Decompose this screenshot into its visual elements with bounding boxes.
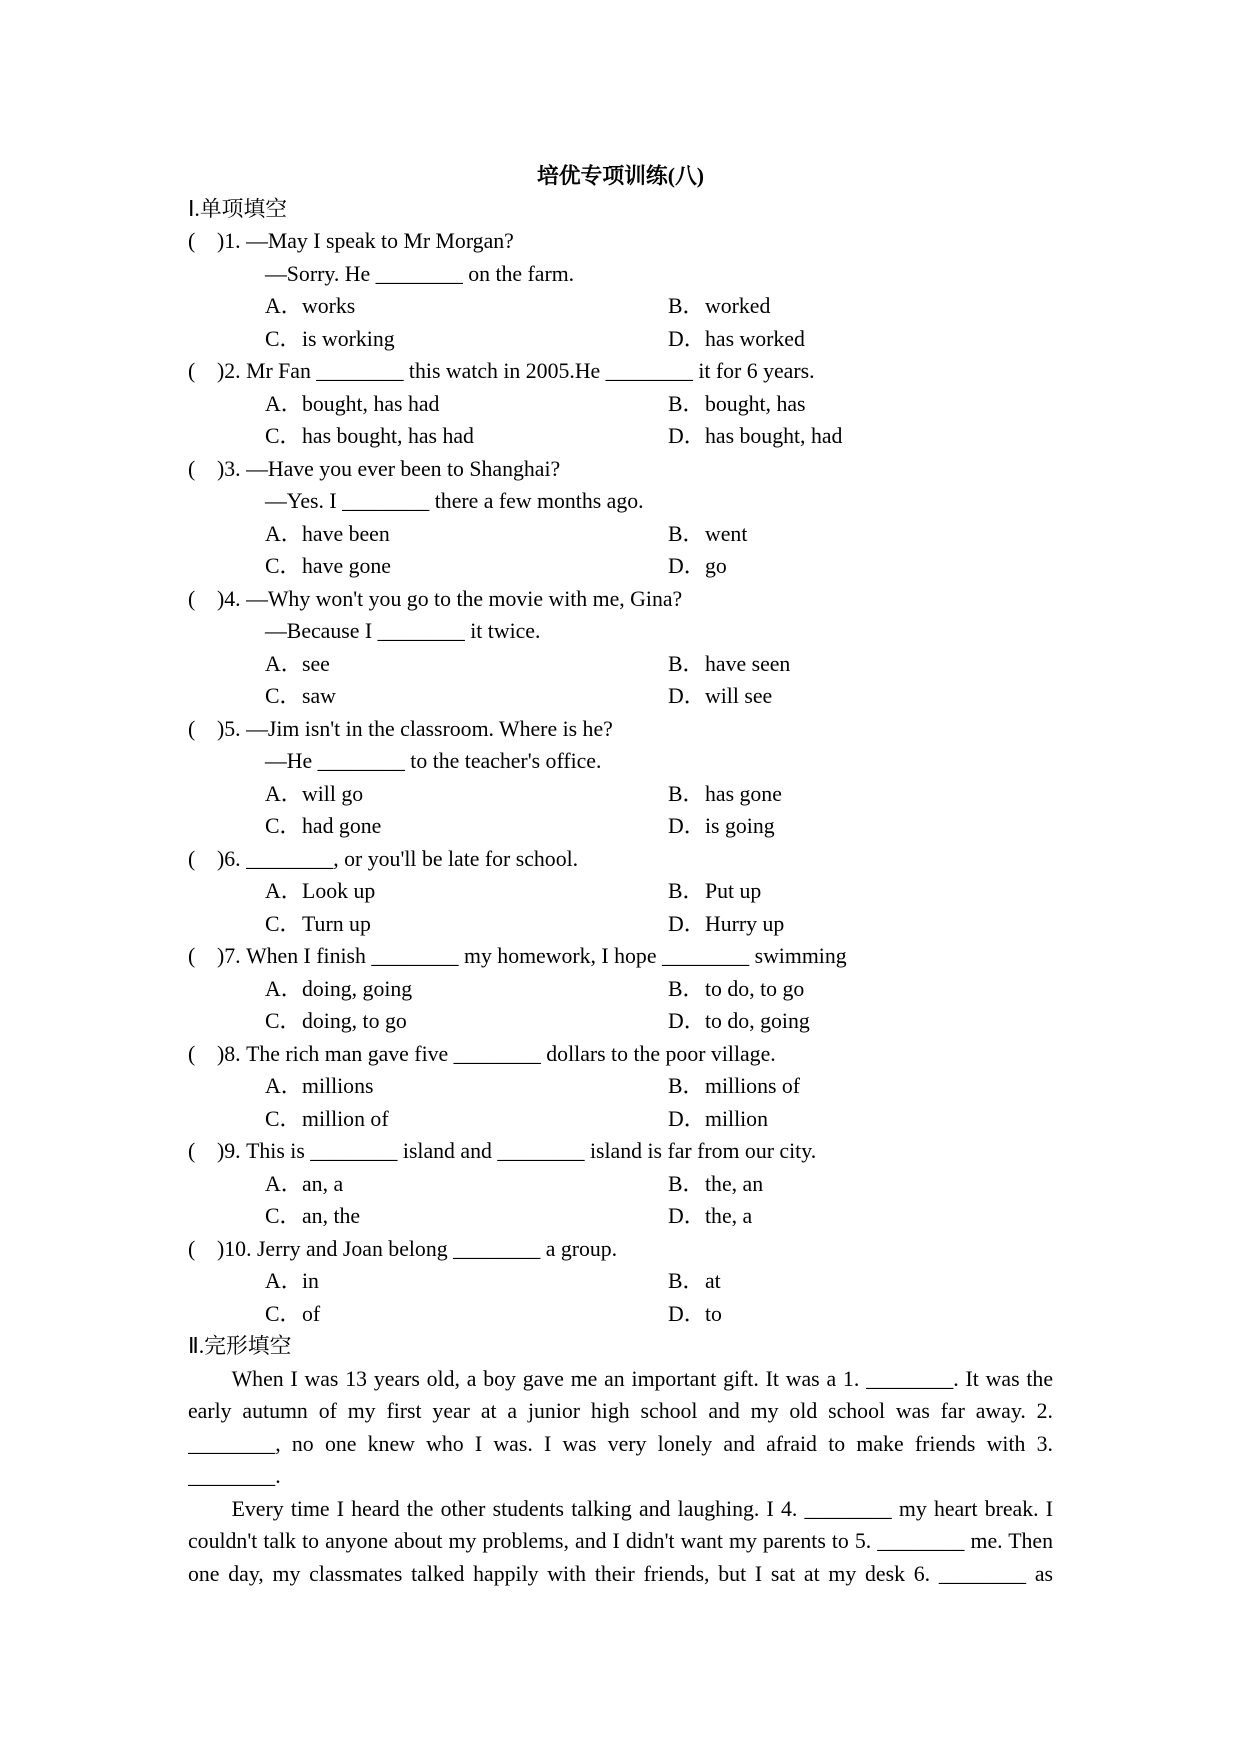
option-b [668, 518, 747, 551]
option-letter: D． [668, 1009, 706, 1033]
option-text: doing, going [302, 976, 413, 1001]
option-b [668, 1168, 763, 1201]
question-stem: —Why won't you go to the movie with me, Gina? [246, 586, 683, 611]
option-letter: C． [265, 1204, 302, 1228]
option-letter: C． [265, 1009, 302, 1033]
answer-bracket-close: ) [217, 1236, 225, 1261]
paragraph-line: Every time I heard the other students talking and laughing. I 4. ________ my heart break. I [231, 1496, 1053, 1521]
option-letter: B． [668, 1171, 705, 1196]
paragraph-line: ________. [188, 1464, 281, 1488]
option-row [188, 290, 1053, 323]
option-letter: B． [668, 294, 705, 318]
option-d [668, 1200, 752, 1233]
option-text: had gone [302, 814, 382, 838]
option-text: to do, going [705, 1009, 810, 1033]
option-letter: A． [265, 879, 303, 903]
option-letter: B． [668, 879, 705, 903]
option-row [188, 778, 1053, 811]
option-letter: A． [265, 781, 303, 806]
option-row [188, 680, 1053, 713]
option-text: an, a [302, 1171, 344, 1196]
question-5 [188, 713, 1053, 843]
option-letter: A． [265, 1171, 303, 1196]
option-a [265, 1070, 373, 1103]
option-text: go [705, 554, 727, 578]
option-d [668, 1005, 810, 1038]
question-number: 7. [224, 944, 241, 968]
option-text: in [302, 1269, 319, 1293]
option-row [188, 1200, 1053, 1233]
option-text: has worked [705, 326, 805, 351]
answer-bracket-close: ) [217, 1139, 225, 1163]
option-c [265, 420, 474, 453]
question-stem-line [188, 940, 1053, 973]
question-10 [188, 1233, 1053, 1331]
answer-bracket-close: ) [217, 846, 225, 871]
question-number: 4. [224, 586, 241, 611]
option-letter: B． [668, 651, 705, 676]
option-text: saw [302, 684, 336, 708]
option-letter: B． [668, 976, 705, 1001]
option-text: is going [705, 814, 775, 838]
option-text: to [705, 1301, 722, 1326]
option-a [265, 778, 363, 811]
question-8 [188, 1038, 1053, 1136]
answer-bracket-open: ( [188, 456, 196, 481]
option-d [668, 550, 727, 583]
option-b [668, 290, 770, 323]
option-row [188, 648, 1053, 681]
option-letter: D． [668, 911, 706, 936]
option-c [265, 1005, 407, 1038]
question-stem-line [188, 225, 1053, 258]
option-text: have seen [705, 651, 791, 676]
question-stem-line [188, 1135, 1053, 1168]
option-letter: A． [265, 1269, 303, 1293]
option-row [188, 550, 1053, 583]
question-3 [188, 453, 1053, 583]
option-letter: C． [265, 911, 302, 936]
option-letter: A． [265, 391, 303, 416]
option-letter: D． [668, 814, 706, 838]
option-row [188, 1005, 1053, 1038]
option-a [265, 388, 439, 421]
option-letter: B． [668, 1074, 705, 1098]
question-6 [188, 843, 1053, 941]
question-stem-line [188, 843, 1053, 876]
question-reply: —Because I ________ it twice. [265, 619, 541, 643]
option-a [265, 1168, 343, 1201]
question-stem: The rich man gave five ________ dollars to the poor village. [246, 1041, 776, 1066]
option-a [265, 875, 375, 908]
option-c [265, 1103, 389, 1136]
paragraph-line: ________, no one knew who I was. I was very lonely and afraid to make friends with 3. [188, 1431, 1053, 1456]
question-stem-line [188, 1038, 1053, 1071]
answer-bracket-open: ( [188, 359, 196, 383]
cloze-paragraph-1 [188, 1363, 1053, 1493]
question-1 [188, 225, 1053, 355]
option-letter: D． [668, 1301, 706, 1326]
option-c [265, 680, 336, 713]
option-letter: D． [668, 1106, 706, 1131]
option-text: went [705, 521, 748, 546]
option-letter: B． [668, 781, 705, 806]
question-stem-line [188, 713, 1053, 746]
option-letter: D． [668, 684, 706, 708]
option-c [265, 323, 395, 356]
option-letter: C． [265, 1301, 302, 1326]
question-number: 6. [224, 846, 241, 871]
option-a [265, 648, 330, 681]
question-stem: Mr Fan ________ this watch in 2005.He ________ it for 6 years. [246, 359, 815, 383]
answer-bracket-close: ) [217, 716, 225, 741]
option-b [668, 1265, 721, 1298]
option-letter: C． [265, 554, 302, 578]
paragraph-line: one day, my classmates talked happily with their friends, but I sat at my desk 6. ________ as [188, 1561, 1053, 1586]
paragraph-line: When I was 13 years old, a boy gave me an important gift. It was a 1. ________. It was the [231, 1366, 1053, 1391]
question-stem: —Jim isn't in the classroom. Where is he? [246, 716, 613, 741]
option-text: has bought, has had [302, 424, 474, 448]
answer-bracket-close: ) [217, 586, 225, 611]
answer-bracket-open: ( [188, 846, 196, 871]
paragraph-line: early autumn of my first year at a junior high school and my old school was far away. 2. [188, 1399, 1053, 1423]
answer-bracket-close: ) [217, 944, 225, 968]
option-letter: A． [265, 651, 303, 676]
option-text: Hurry up [705, 911, 785, 936]
cloze-paragraph-2 [188, 1493, 1053, 1591]
question-number: 1. [224, 229, 241, 253]
option-text: see [302, 651, 330, 676]
answer-bracket-close: ) [217, 359, 225, 383]
question-reply: —Yes. I ________ there a few months ago. [265, 489, 644, 513]
option-b [668, 648, 790, 681]
option-text: Look up [302, 879, 376, 903]
option-row [188, 388, 1053, 421]
option-c [265, 1298, 320, 1331]
option-b [668, 973, 804, 1006]
question-number: 9. [224, 1139, 241, 1163]
option-text: millions of [705, 1074, 801, 1098]
option-row [188, 1070, 1053, 1103]
option-b [668, 875, 761, 908]
option-text: million of [302, 1106, 389, 1131]
question-number: 2. [224, 359, 241, 383]
option-row [188, 323, 1053, 356]
option-row [188, 1298, 1053, 1331]
option-letter: A． [265, 976, 303, 1001]
answer-bracket-close: ) [217, 1041, 225, 1066]
option-c [265, 810, 381, 843]
option-letter: B． [668, 521, 705, 546]
option-a [265, 290, 355, 323]
option-text: Put up [705, 879, 762, 903]
option-d [668, 908, 784, 941]
question-reply: —He ________ to the teacher's office. [265, 749, 602, 773]
option-b [668, 1070, 800, 1103]
option-c [265, 908, 371, 941]
option-b [668, 778, 782, 811]
option-letter: C． [265, 684, 302, 708]
option-letter: A． [265, 1074, 303, 1098]
option-text: is working [302, 326, 395, 351]
question-stem-line [188, 355, 1053, 388]
option-letter: D． [668, 554, 706, 578]
question-stem-line [188, 583, 1053, 616]
answer-bracket-open: ( [188, 229, 196, 253]
question-stem: —May I speak to Mr Morgan? [246, 229, 514, 253]
option-letter: C． [265, 424, 302, 448]
section-heading-cloze: Ⅱ.完形填空 [188, 1334, 292, 1358]
option-text: has bought, had [705, 424, 843, 448]
option-letter: D． [668, 326, 706, 351]
question-stem-line [188, 1233, 1053, 1266]
option-a [265, 973, 412, 1006]
paragraph-line: couldn't talk to anyone about my problems, and I didn't want my parents to 5. ________ me. Then [188, 1529, 1053, 1553]
option-row [188, 518, 1053, 551]
option-d [668, 1103, 768, 1136]
question-reply: —Sorry. He ________ on the farm. [265, 261, 575, 286]
option-letter: C． [265, 814, 302, 838]
answer-bracket-open: ( [188, 716, 196, 741]
question-stem: ________, or you'll be late for school. [246, 846, 579, 871]
question-number: 3. [224, 456, 241, 481]
option-letter: B． [668, 391, 705, 416]
option-letter: B． [668, 1269, 705, 1293]
answer-bracket-open: ( [188, 1041, 196, 1066]
option-d [668, 810, 775, 843]
option-text: of [302, 1301, 321, 1326]
answer-bracket-open: ( [188, 586, 196, 611]
option-c [265, 550, 391, 583]
option-c [265, 1200, 360, 1233]
option-text: to do, to go [705, 976, 805, 1001]
option-letter: D． [668, 1204, 706, 1228]
option-d [668, 680, 772, 713]
answer-bracket-open: ( [188, 944, 196, 968]
option-text: bought, has [705, 391, 806, 416]
option-row [188, 1265, 1053, 1298]
question-stem: This is ________ island and ________ island is far from our city. [246, 1139, 817, 1163]
option-letter: A． [265, 521, 303, 546]
question-stem-line [188, 453, 1053, 486]
question-stem: —Have you ever been to Shanghai? [246, 456, 561, 481]
option-letter: C． [265, 326, 302, 351]
option-text: Turn up [302, 911, 371, 936]
answer-bracket-close: ) [217, 456, 225, 481]
option-letter: A． [265, 294, 303, 318]
option-d [668, 420, 842, 453]
option-text: have gone [302, 554, 391, 578]
option-letter: C． [265, 1106, 302, 1131]
option-text: worked [705, 294, 771, 318]
option-text: the, a [705, 1204, 753, 1228]
option-row [188, 1103, 1053, 1136]
question-number: 5. [224, 716, 241, 741]
option-row [188, 810, 1053, 843]
worksheet-content [188, 160, 1053, 1590]
question-stem: Jerry and Joan belong ________ a group. [256, 1236, 618, 1261]
option-text: bought, has had [302, 391, 440, 416]
option-row [188, 1168, 1053, 1201]
option-text: have been [302, 521, 390, 546]
option-row [188, 420, 1053, 453]
option-text: millions [302, 1074, 374, 1098]
question-stem: When I finish ________ my homework, I hope ________ swimming [246, 944, 847, 968]
option-letter: D． [668, 424, 706, 448]
question-number: 10. [224, 1236, 252, 1261]
option-row [188, 875, 1053, 908]
option-d [668, 323, 805, 356]
option-text: the, an [705, 1171, 764, 1196]
option-text: an, the [302, 1204, 361, 1228]
option-text: at [705, 1269, 721, 1293]
option-a [265, 518, 390, 551]
answer-bracket-open: ( [188, 1236, 196, 1261]
page-title: 培优专项训练(八) [536, 164, 705, 188]
question-7 [188, 940, 1053, 1038]
option-d [668, 1298, 722, 1331]
option-text: has gone [705, 781, 782, 806]
option-text: will see [705, 684, 773, 708]
question-4 [188, 583, 1053, 713]
option-text: works [302, 294, 356, 318]
answer-bracket-close: ) [217, 229, 225, 253]
question-2 [188, 355, 1053, 453]
option-row [188, 908, 1053, 941]
option-a [265, 1265, 319, 1298]
question-number: 8. [224, 1041, 241, 1066]
option-text: million [705, 1106, 768, 1131]
answer-bracket-open: ( [188, 1139, 196, 1163]
option-b [668, 388, 806, 421]
option-text: doing, to go [302, 1009, 407, 1033]
option-row [188, 973, 1053, 1006]
option-text: will go [302, 781, 364, 806]
section-heading-single-choice: Ⅰ.单项填空 [188, 196, 288, 221]
question-9 [188, 1135, 1053, 1233]
